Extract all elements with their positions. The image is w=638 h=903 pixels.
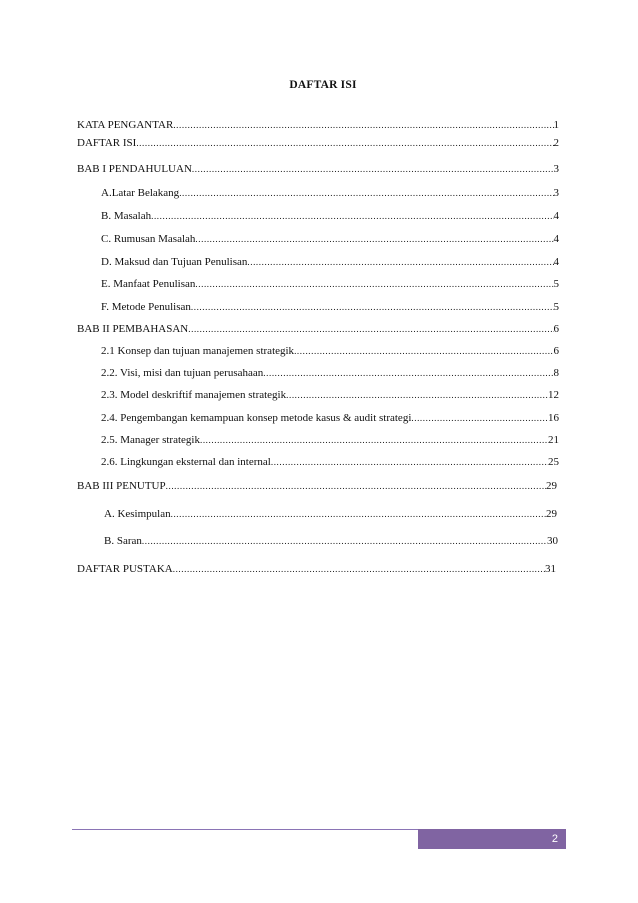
toc-page-number: 30 xyxy=(547,535,558,547)
toc-leader-dots xyxy=(195,232,553,246)
toc-leader-dots xyxy=(188,322,553,336)
toc-entry-2-2[interactable] xyxy=(101,366,559,380)
toc-leader-dots xyxy=(191,300,554,314)
toc-page-number: 21 xyxy=(548,434,559,446)
toc-leader-dots xyxy=(247,255,553,269)
toc-page-number: 4 xyxy=(553,256,559,268)
toc-label: DAFTAR ISI xyxy=(77,137,137,149)
toc-entry-latar-belakang[interactable] xyxy=(101,186,559,200)
toc-label: 2.6. Lingkungan eksternal dan internal xyxy=(101,456,271,468)
toc-entry-bab-3[interactable] xyxy=(77,479,557,493)
toc-entry-2-5[interactable] xyxy=(101,433,559,447)
toc-entry-rumusan-masalah[interactable] xyxy=(101,232,559,246)
toc-leader-dots xyxy=(411,411,548,425)
toc-page-number: 6 xyxy=(553,345,559,357)
toc-leader-dots xyxy=(166,479,546,493)
toc-label: C. Rumusan Masalah xyxy=(101,233,196,245)
toc-leader-dots xyxy=(200,433,548,447)
toc-label: B. Saran xyxy=(104,535,142,547)
toc-page-number: 8 xyxy=(553,367,559,379)
toc-page-number: 16 xyxy=(548,412,559,424)
toc-leader-dots xyxy=(179,186,553,200)
toc-entry-2-4[interactable] xyxy=(101,411,559,425)
toc-label: BAB II PEMBAHASAN xyxy=(77,323,189,335)
toc-leader-dots xyxy=(294,344,553,358)
toc-leader-dots xyxy=(136,136,553,150)
toc-leader-dots xyxy=(142,534,547,548)
toc-page-number: 12 xyxy=(548,389,559,401)
footer-page-number: 2 xyxy=(418,829,566,849)
toc-entry-kesimpulan[interactable] xyxy=(104,507,557,521)
toc-label: BAB I PENDAHULUAN xyxy=(77,163,192,175)
toc-page-number: 25 xyxy=(548,456,559,468)
toc-entry-2-3[interactable] xyxy=(101,388,559,402)
toc-label: E. Manfaat Penulisan xyxy=(101,278,196,290)
toc-leader-dots xyxy=(263,366,553,380)
toc-page-number: 2 xyxy=(553,137,559,149)
document-title: DAFTAR ISI xyxy=(289,79,357,91)
toc-page-number: 4 xyxy=(553,233,559,245)
toc-leader-dots xyxy=(195,277,553,291)
toc-label: KATA PENGANTAR xyxy=(77,119,174,131)
toc-entry-metode-penulisan[interactable] xyxy=(101,300,559,314)
footer-divider xyxy=(72,829,418,830)
toc-label: BAB III PENUTUP xyxy=(77,480,166,492)
toc-label: DAFTAR PUSTAKA xyxy=(77,563,173,575)
toc-page-number: 3 xyxy=(553,163,559,175)
toc-label: B. Masalah xyxy=(101,210,152,222)
toc-leader-dots xyxy=(171,507,546,521)
toc-page-number: 4 xyxy=(553,210,559,222)
toc-entry-daftar-isi[interactable] xyxy=(77,136,559,150)
toc-entry-daftar-pustaka[interactable] xyxy=(77,562,556,576)
toc-label: D. Maksud dan Tujuan Penulisan xyxy=(101,256,248,268)
toc-page-number: 29 xyxy=(546,480,557,492)
toc-leader-dots xyxy=(173,118,553,132)
toc-leader-dots xyxy=(192,162,554,176)
toc-leader-dots xyxy=(271,455,548,469)
toc-entry-saran[interactable] xyxy=(104,534,558,548)
toc-label: A. Kesimpulan xyxy=(104,508,171,520)
toc-label: 2.1 Konsep dan tujuan manajemen strategik xyxy=(101,345,295,357)
toc-page-number: 5 xyxy=(553,301,559,313)
toc-page-number: 29 xyxy=(546,508,557,520)
toc-leader-dots xyxy=(151,209,553,223)
toc-entry-2-1[interactable] xyxy=(101,344,559,358)
toc-entry-manfaat-penulisan[interactable] xyxy=(101,277,559,291)
toc-leader-dots xyxy=(173,562,545,576)
toc-page-number: 1 xyxy=(553,119,559,131)
toc-entry-2-6[interactable] xyxy=(101,455,559,469)
toc-page-number: 6 xyxy=(553,323,559,335)
toc-entry-maksud-tujuan[interactable] xyxy=(101,255,559,269)
toc-page-number: 31 xyxy=(545,563,556,575)
toc-page-number: 3 xyxy=(553,187,559,199)
toc-label: 2.4. Pengembangan kemampuan konsep metode kasus & audit strategi xyxy=(101,412,412,424)
toc-label: A.Latar Belakang xyxy=(101,187,180,199)
toc-label: 2.5. Manager strategik xyxy=(101,434,200,446)
toc-label: 2.3. Model deskriftif manajemen strategik xyxy=(101,389,287,401)
toc-entry-masalah[interactable] xyxy=(101,209,559,223)
toc-label: 2.2. Visi, misi dan tujuan perusahaan xyxy=(101,367,264,379)
toc-leader-dots xyxy=(286,388,548,402)
toc-label: F. Metode Penulisan xyxy=(101,301,191,313)
toc-entry-bab-2[interactable] xyxy=(77,322,559,336)
toc-entry-bab-1[interactable] xyxy=(77,162,559,176)
toc-page-number: 5 xyxy=(553,278,559,290)
toc-entry-kata-pengantar[interactable] xyxy=(77,118,559,132)
